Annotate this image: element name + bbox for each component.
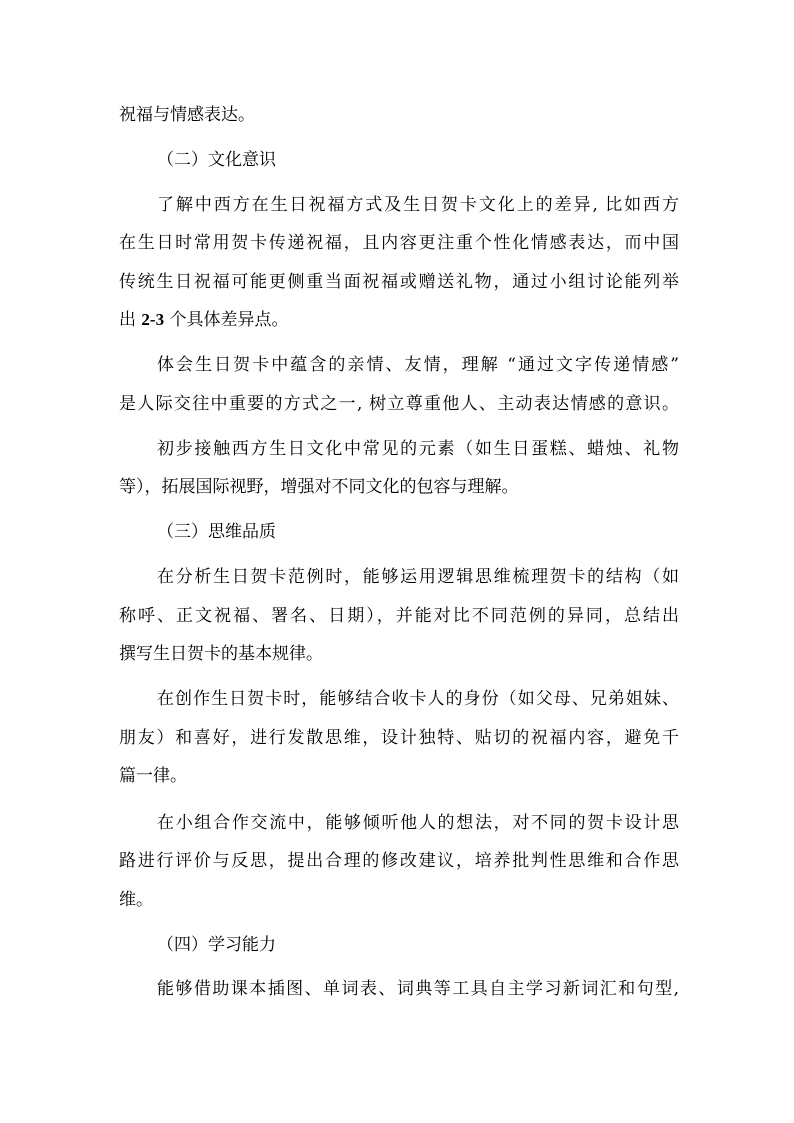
paragraph-line: 朋友）和喜好，进行发散思维，设计独特、贴切的祝福内容，避免千 [119,728,679,748]
paragraph-line: 体会生日贺卡中蕴含的亲情、友情，理解 “通过文字传递情感” [157,355,679,375]
paragraph-line: 是人际交往中重要的方式之一, 树立尊重他人、主动表达情感的意识。 [119,394,679,414]
paragraph-line: 路进行评价与反思，提出合理的修改建议，培养批判性思维和合作思 [119,851,679,871]
paragraph-line: 传统生日祝福可能更侧重当面祝福或赠送礼物，通过小组讨论能列举 [119,272,679,292]
section-heading-thinking-quality: （三）思维品质 [157,522,276,542]
paragraph-line: 等），拓展国际视野，增强对不同文化的包容与理解。 [119,477,519,497]
paragraph-line: 撰写生日贺卡的基本规律。 [119,644,323,664]
paragraph-line: 在生日时常用贺卡传递祝福，且内容更注重个性化情感表达，而中国 [119,233,679,253]
paragraph-line-with-range [119,302,679,338]
paragraph-line: 能够借助课本插图、单词表、词典等工具自主学习新词汇和句型, [157,979,679,999]
paragraph-line: 了解中西方在生日祝福方式及生日贺卡文化上的差异, 比如西方 [157,195,679,215]
paragraph-line: 在小组合作交流中，能够倾听他人的想法，对不同的贺卡设计思 [157,813,679,833]
paragraph-line: 在创作生日贺卡时，能够结合收卡人的身份（如父母、兄弟姐妹、 [157,689,679,709]
section-heading-learning-ability: （四）学习能力 [157,935,276,955]
paragraph-line: 初步接触西方生日文化中常见的元素（如生日蛋糕、蜡烛、礼物 [157,439,679,459]
paragraph-continuation-line: 祝福与情感表达。 [119,105,255,125]
line-text-pre: 出 [119,310,142,330]
paragraph-line: 称呼、正文祝福、署名、日期），并能对比不同范例的异同，总结出 [119,606,679,626]
line-text-post: 个具体差异点。 [164,310,289,330]
paragraph-line: 在分析生日贺卡范例时，能够运用逻辑思维梳理贺卡的结构（如 [157,567,679,587]
bold-range-text: 2-3 [141,310,165,329]
paragraph-line: 篇一律。 [119,766,187,786]
paragraph-line: 维。 [119,890,153,910]
section-heading-cultural-awareness: （二）文化意识 [157,150,276,170]
